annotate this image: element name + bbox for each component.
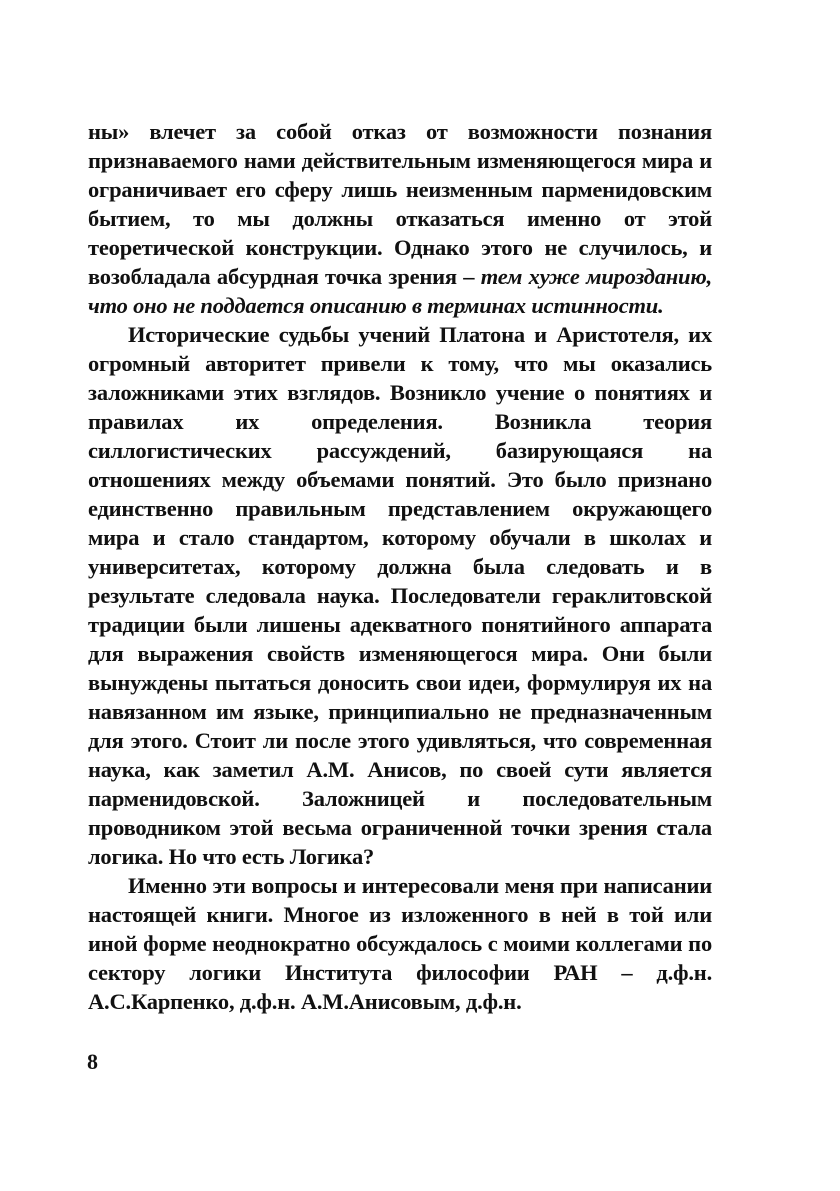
paragraph-1-text: ны» влечет за собой отказ от возможности познания признаваемого нами действительным изменяющегося мира и ограничивает его сферу лишь неизменным парменидовским бытием, то мы должны отказаться именно от этой теоретической конструкции. Однако этого не случилось, и возобладала абсурдная точка зрения – [88, 119, 712, 289]
paragraph-2: Исторические судьбы учений Платона и Аристотеля, их огромный авторитет привели к тому, что мы оказались заложниками этих взглядов. Возникло учение о понятиях и правилах их определения. Возникла теория силлогистических рассуждений, базирующаяся на отношениях между объемами понятий. Это было признано единственно правильным представлением окружающего мира и стало стандартом, которому обучали в школах и университетах, которому должна была следовать и в результате следовала наука. Последователи гераклитовской традиции были лишены адекватного понятийного аппарата для выражения свойств изменяющегося мира. Они были вынуждены пытаться доносить свои идеи, формулируя их на навязанном им языке, принципиально не предназначенным для этого. Стоит ли после этого удивляться, что современная наука, как заметил А.М. Анисов, по своей сути является парменидовской. Заложницей и последовательным проводником этой весьма ограниченной точки зрения стала логика. Но что есть Логика? [88, 322, 712, 869]
paragraph-1-italic-text: тем хуже мирозданию, что оно не поддается описанию в терминах истинности. [88, 264, 712, 318]
paragraph-1 [88, 117, 712, 320]
page-number: 8 [87, 1049, 98, 1074]
page-body [88, 117, 712, 1016]
paragraph-3: Именно эти вопросы и интересовали меня при написании настоящей книги. Многое из изложенного в ней в той или иной форме неоднократно обсуждалось с моими коллегами по сектору логики Института философии РАН – д.ф.н. А.С.Карпенко, д.ф.н. А.М.Анисовым, д.ф.н. [88, 873, 712, 1014]
